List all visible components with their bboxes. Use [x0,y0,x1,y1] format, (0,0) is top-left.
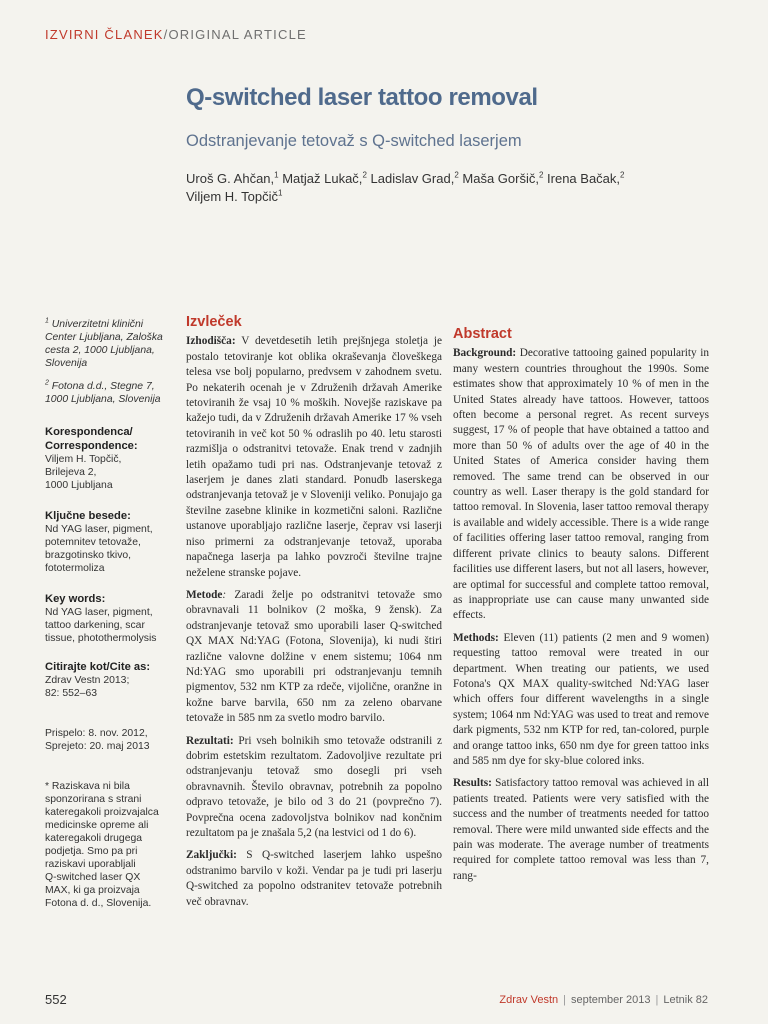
cite-line: 82: 552–63 [45,688,98,699]
metode-paragraph [186,588,442,727]
article-title: Q-switched laser tattoo removal [186,84,538,111]
author-name: Uroš G. Ahčan, [186,171,275,186]
results-paragraph [453,776,709,884]
funding-line: Q-switched laser QX [45,872,141,883]
accepted-date: Sprejeto: 20. maj 2013 [45,741,150,752]
page-number: 552 [45,992,67,1007]
affiliation-line: 1000 Ljubljana, Slovenija [45,394,161,405]
izvlecek-heading: Izvleček [186,314,242,330]
cite-line: Zdrav Vestn 2013; [45,675,130,686]
affiliation-number: 2 [45,379,49,387]
results-label: Results: [453,777,492,790]
author-affiliation-mark: 1 [278,188,283,198]
author-affiliation-mark: 2 [454,170,459,180]
rezultati-label: Rezultati: [186,734,234,747]
keyword-line: potemnitev tetovaže, [45,537,141,548]
cite-label: Citirajte kot/Cite as: [45,661,151,673]
correspondence-label: Korespondenca/ [45,426,133,438]
izhodisca-label: Izhodišča: [186,335,236,348]
journal-name: Zdrav Vestn [499,994,559,1006]
zakljucki-label: Zaključki: [186,849,237,862]
author-name: Matjaž Lukač, [278,171,363,186]
abstract-heading: Abstract [453,326,512,342]
results-text: Satisfactory tattoo removal was achieved in all patients treated. Patients were very satisfied with the success and the number of treatments needed for tattoo removal. There were mild unwanted side effects and the pain was moderate. The average number of treatments required for complete tattoo removal was less than 7, rang- [453,777,709,882]
funding-note [45,780,173,910]
izhodisca-text: V devetdesetih letih prejšnjega stoletja je postalo tetoviranje kot oblika okraševanja človeškega telesa vse bolj popularno, predvsem v zahodnem svetu. Po nekaterih ocenah je v Združenih državah Amerike tetoviranih že vsaj 10 % moških. Novejše raziskave pa kažejo tudi, da v Združenih državah Amerike 17 % vseh tetoviranih in več kot 50 % odraslih po 40. letu starosti razmišlja o odstranitvi tetovaže. Enak trend v zadnjih letih opažamo tudi pri nas. Odstranjevanje tetovaž z laserjem je danes zlati standard. Ponudb laserskega odstranjevanja tetovaž je v Sloveniji veliko. Ponujajo ga številne zasebne klinike in kozmetični saloni. Različne ustanove uporabljajo različne laserje, čeprav vsi laserji niso primerni za odstranjevanje tetovaž, uporaba napačnega laserja pa lahko povzroči številne trajne neželene stranske pojave. [186,335,442,579]
zakljucki-text: S Q-switched laserjem lahko uspešno odstranimo barvilo v koži. Vendar pa je tudi pri laserju Q-switched za popolno odstranitev tetovaže potrebnih več obravnav. [186,849,442,908]
methods-paragraph [453,631,709,770]
correspondence-label-en: Correspondence: [45,440,138,452]
funding-line: medicinske opreme ali [45,820,149,831]
affiliation-line: Slovenija [45,358,88,369]
section-label-en: ORIGINAL ARTICLE [168,27,307,42]
affiliation-line: cesta 2, 1000 Ljubljana, [45,345,155,356]
footer-separator: | [563,994,566,1006]
correspondence-line: Viljem H. Topčič, [45,454,122,465]
author-name: Maša Goršič, [458,171,539,186]
funding-line: raziskavi uporabljali [45,859,136,870]
affiliation-2 [45,380,173,406]
affiliation-line: Fotona d.d., Stegne 7, [51,381,155,392]
issue-date: september 2013 [570,994,651,1006]
affiliation-line: Univerzitetni klinični [51,319,144,330]
author-name: Irena Bačak, [543,171,621,186]
footer-separator: | [655,994,659,1006]
funding-line: Fotona d. d., Slovenija. [45,898,152,909]
correspondence-block [45,425,173,492]
received-date: Prispelo: 8. nov. 2012, [45,728,148,739]
author-list [186,170,656,206]
correspondence-line: 1000 Ljubljana [45,480,113,491]
funding-line: * Raziskava ni bila [45,781,130,792]
keyword-line: fototermoliza [45,563,105,574]
keyword-line: brazgotinsko tkivo, [45,550,132,561]
metode-label: Metode [186,588,223,601]
keyword-line: tattoo darkening, scar [45,620,145,631]
keyword-line: Nd YAG laser, pigment, [45,607,153,618]
author-name: Ladislav Grad, [366,171,455,186]
author-affiliation-mark: 2 [362,170,367,180]
funding-line: MAX, ki ga proizvaja [45,885,140,896]
correspondence-line: Brilejeva 2, [45,467,97,478]
article-subtitle: Odstranjevanje tetovaž s Q-switched laserjem [186,132,522,150]
affiliation-line: Center Ljubljana, Zaloška [45,332,163,343]
funding-line: podjetja. Smo pa pri [45,846,138,857]
author-affiliation-mark: 1 [274,170,279,180]
keyword-line: tissue, photothermolysis [45,633,157,644]
section-label [45,27,307,42]
abstract-column [453,315,709,891]
keywords-si-block [45,509,173,575]
keywords-en-label: Key words: [45,593,106,605]
metode-colon: : [222,588,227,601]
affiliation-1 [45,318,173,370]
funding-line: kateregakoli proizvajalca [45,807,159,818]
rezultati-text: Pri vseh bolnikih smo tetovaže odstranili z dobrim estetskim rezultatom. Zadovoljive rezultate pri odstranjevanju tetovaž smo dosegli pri vseh obravnavnih. Število obravnav, potrebnih za popolno odpravo tetovaže, je bilo od 3 do 21 (povprečno 7). Povprečna ocena zadovoljstva bolnikov nad končnim rezultatom pa je znašala 5,2 (na lestvici od 1 do 6). [186,734,442,839]
izvlecek-column [186,315,442,917]
background-text: Decorative tattooing gained popularity in many western countries throughout the 1990s. Some estimates show that approximately 10 % of men in the United States already have tattoos. However, tattoos often become a personal regret. As recent surveys suggest, 17 % of people that have obtained a tattoo and more than 50 % of adults over the age of 40 in the United States of America consider having them removed. The same trend can be observed in our country as well. Laser therapy is the gold standard for tattoo removal. In Slovenia, laser tattoo removal therapy is available and widely accessible. There is a wide range of facilities offering laser tattoo removal, ranging from different private clinics to beauty salons. Different facilities use different lasers, but not all lasers, however, are optimal for successful and complete tattoo removal, as inappropriate use can cause many unwanted side effects. [453,347,709,622]
background-label: Background: [453,347,517,360]
izhodisca-paragraph [186,334,442,581]
keywords-si-label: Ključne besede: [45,510,131,522]
section-label-slash: / [163,27,169,42]
rezultati-paragraph [186,734,442,842]
funding-line: sponzorirana s strani [45,794,142,805]
author-affiliation-mark: 2 [620,170,625,180]
funding-line: kateregakoli drugega [45,833,143,844]
cite-block [45,660,173,700]
affiliations [45,318,173,406]
keyword-line: Nd YAG laser, pigment, [45,524,153,535]
running-footer [499,994,708,1006]
keywords-en-block [45,592,173,645]
author-name: Viljem H. Topčič [186,189,278,204]
metode-text: Zaradi želje po odstranitvi tetovaže smo obravnavali 11 bolnikov (2 moška, 9 žensk). Za odstranjevanje tetovaž smo uporabili laser Q-switched QX MAX Nd:YAG (Fotona, Slovenija), ki nudi štiri različne valovne dolžine v enem sistemu; 1064 nm Nd:YAG smo uporabili pri odstranjevanju temnih pigmentov, 532 nm KTP za rdeče, vijolične, oranžne in kožne barve barvila, 650 nm za zeleno obarvane tetovaže in 585 nm za svetlo modro barvilo. [186,588,442,725]
methods-label: Methods: [453,631,499,644]
background-paragraph [453,346,709,623]
affiliation-number: 1 [45,317,49,325]
volume: Letnik 82 [663,994,708,1006]
methods-text: Eleven (11) patients (2 men and 9 women) requesting tattoo removal were treated in our department. When treating our patients, we used Fotona's QX MAX quality-switched Nd:YAG laser which offers four different wavelengths in a single system; 1064 nm Nd:YAG was used to treat and remove dark pigments, 532 nm KTP for red, tan-colored, purple and orange tattoo inks, 650 nm dye for green tattoo inks and 585 nm dye for sky-blue colored inks. [453,631,709,767]
author-affiliation-mark: 2 [538,170,544,180]
zakljucki-paragraph [186,848,442,910]
section-label-si: IZVIRNI ČLANEK [45,27,164,42]
dates-block [45,727,173,753]
